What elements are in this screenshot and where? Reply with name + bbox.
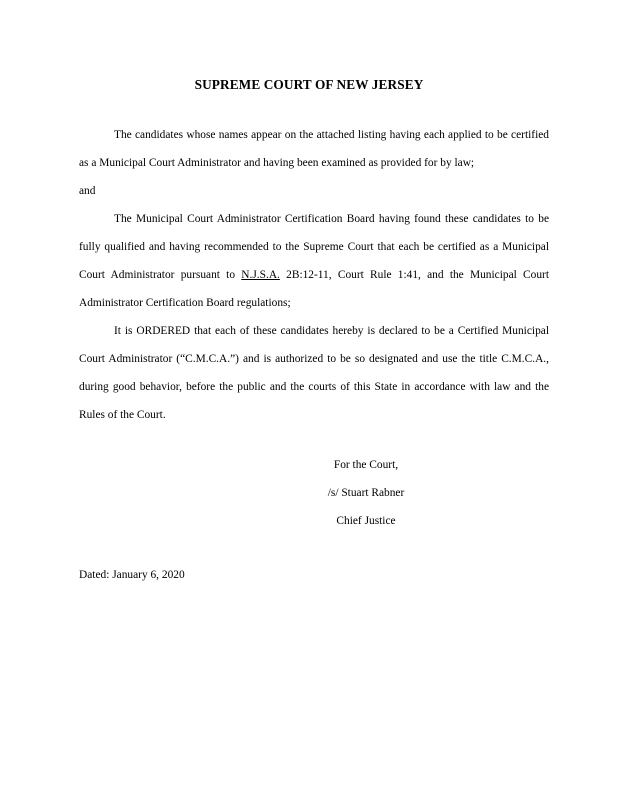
paragraph-board-text-start: The Municipal Court Administrator Certification Board having found these candidates to be fully qualified and having recommended to the Supreme Court that each be certified as a Municipal Court Administrator pursuant to [79,213,549,281]
paragraph-certification-board [79,205,549,317]
paragraph-candidates: The candidates whose names appear on the attached listing having each applied to be certified as a Municipal Court Administrator and having been examined as provided for by law; [79,129,549,169]
paragraph-and: and [79,185,96,197]
document-title: SUPREME COURT OF NEW JERSEY [194,77,424,92]
paragraph-board-text-end: 2B:12-11, Court Rule 1:41, and the Municipal Court Administrator Certification Board regulations; [79,269,549,309]
document-body [79,121,549,429]
signature-for-the-court: For the Court, [333,459,399,471]
signature-block [300,451,432,535]
paragraph-order: It is ORDERED that each of these candidates hereby is declared to be a Certified Municipal Court Administrator (“C.M.C.A.”) and is authorized to be so designated and use the title C.M.C.A., during good behavior, before the public and the courts of this State in accordance with law and the Rules of the Court. [79,325,549,421]
signature-title: Chief Justice [336,515,396,527]
statute-reference: N.J.S.A. [241,269,280,281]
signature-name: /s/ Stuart Rabner [327,487,405,499]
dated-line: Dated: January 6, 2020 [79,569,185,581]
